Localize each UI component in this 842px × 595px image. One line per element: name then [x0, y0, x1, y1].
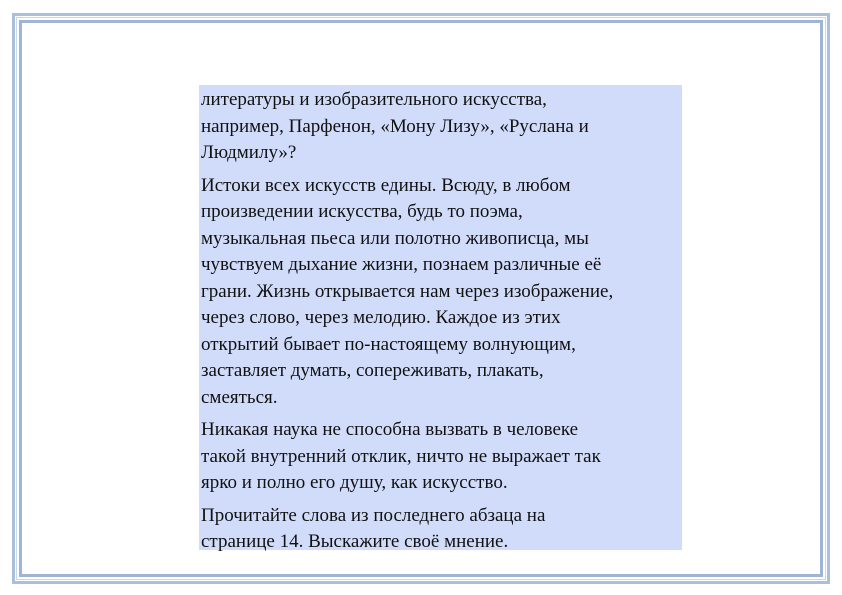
paragraph-art-examples: литературы и изобразительного искусства, например, Парфенон, «Мону Лизу», «Руслана и Людмилу»?	[201, 89, 589, 163]
paragraph-assignment: Прочитайте слова из последнего абзаца на странице 14. Выскажите своё мнение.	[201, 504, 546, 552]
paragraph-origins-of-art: Истоки всех искусств едины. Всюду, в любом произведении искусства, будь то поэма, музыкальная пьеса или полотно живописца, мы чувствуем дыхание жизни, познаем различные её грани. Жизнь открывается нам через изображение, через слово, через мелодию. Каждое из этих открытий бывает по-настоящему волнующим, заставляет думать, сопереживать, плакать, смеяться.	[201, 174, 614, 408]
text-box	[199, 85, 682, 550]
paragraph-science-vs-art: Никакая наука не способна вызвать в человеке такой внутренний отклик, ничто не выражает так ярко и полно его душу, как искусство.	[201, 419, 601, 493]
